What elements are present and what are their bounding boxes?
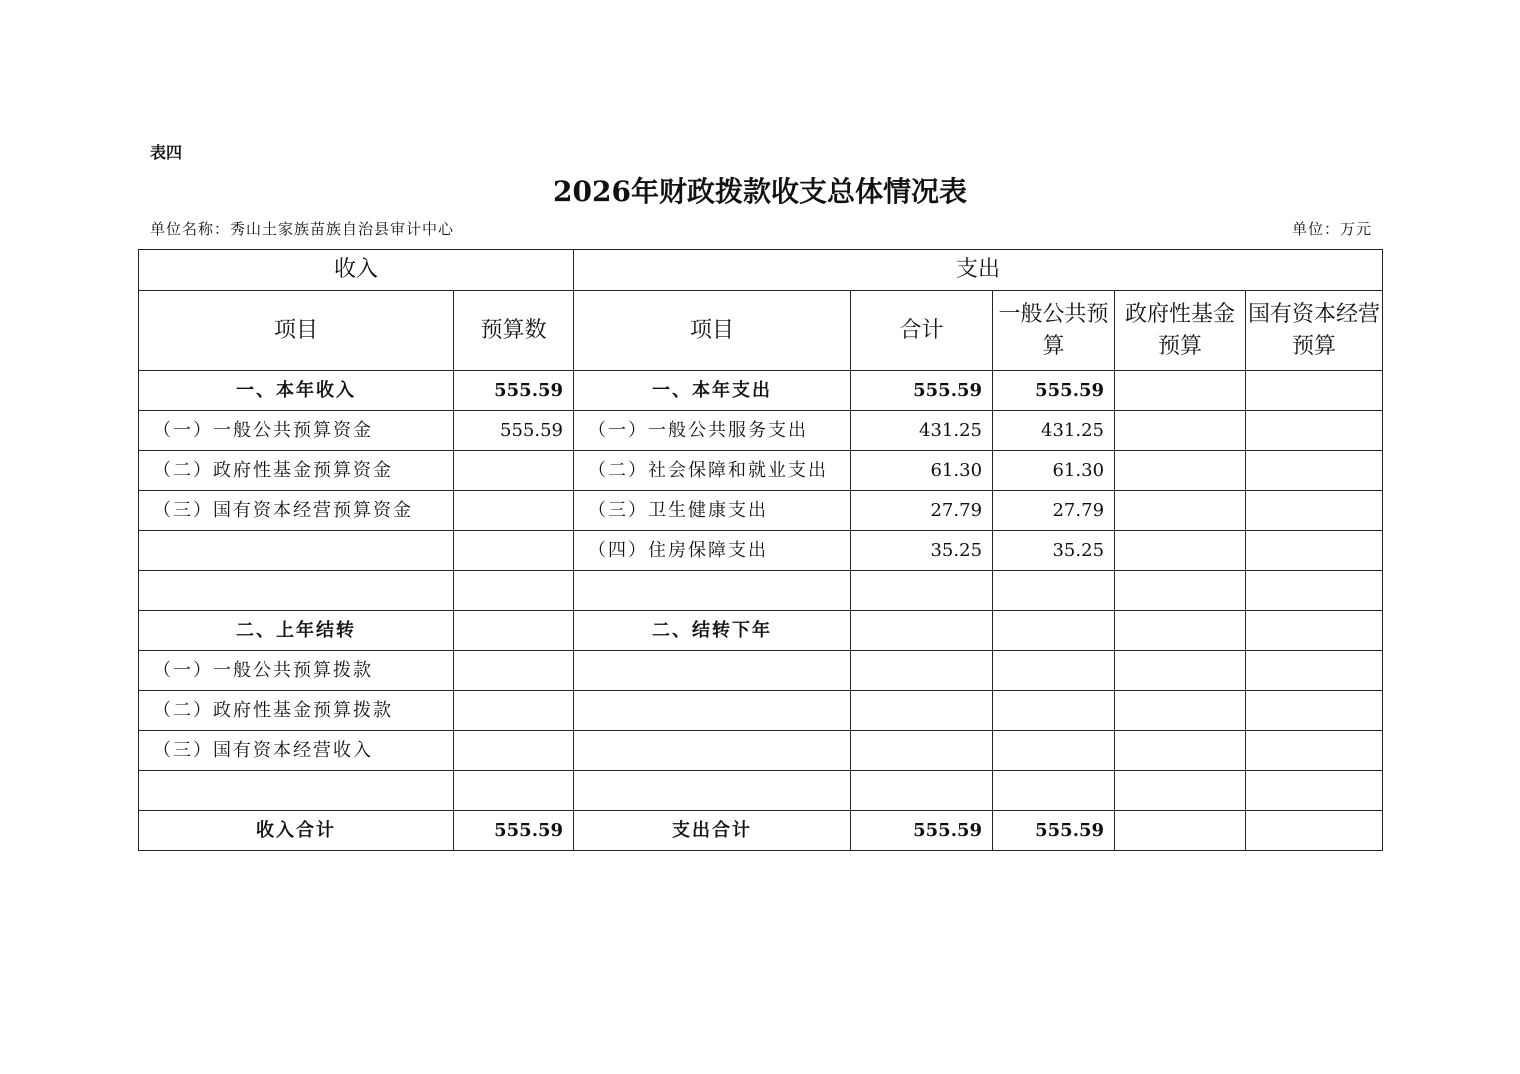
total-cell xyxy=(851,611,993,651)
expense-item-cell: 支出合计 xyxy=(574,811,851,851)
state-capital-cell xyxy=(1246,571,1383,611)
table-row xyxy=(139,611,1383,651)
gov-fund-cell xyxy=(1115,411,1246,451)
state-capital-cell xyxy=(1246,611,1383,651)
income-item-cell xyxy=(139,771,454,811)
gov-fund-cell xyxy=(1115,531,1246,571)
table-row xyxy=(139,491,1383,531)
income-section-header: 收入 xyxy=(139,250,574,291)
total-cell: 431.25 xyxy=(851,411,993,451)
column-header-total: 合计 xyxy=(851,291,993,371)
page-title: 2026年财政拨款收支总体情况表 xyxy=(553,175,967,208)
gov-fund-cell xyxy=(1115,731,1246,771)
income-value-cell xyxy=(454,531,574,571)
expense-item-cell: 二、结转下年 xyxy=(574,611,851,651)
state-capital-cell xyxy=(1246,531,1383,571)
table-row xyxy=(139,771,1383,811)
income-value-cell xyxy=(454,691,574,731)
state-capital-cell xyxy=(1246,371,1383,411)
income-item-cell: （一）一般公共预算资金 xyxy=(139,411,454,451)
total-cell: 61.30 xyxy=(851,451,993,491)
general-budget-cell xyxy=(993,771,1115,811)
income-value-cell: 555.59 xyxy=(454,411,574,451)
table-row xyxy=(139,651,1383,691)
state-capital-cell xyxy=(1246,691,1383,731)
income-item-cell: （三）国有资本经营预算资金 xyxy=(139,491,454,531)
expense-item-cell xyxy=(574,691,851,731)
table-row xyxy=(139,531,1383,571)
gov-fund-cell xyxy=(1115,811,1246,851)
state-capital-cell xyxy=(1246,731,1383,771)
general-budget-cell: 61.30 xyxy=(993,451,1115,491)
table-row xyxy=(139,731,1383,771)
income-value-cell xyxy=(454,651,574,691)
income-item-cell xyxy=(139,531,454,571)
income-value-cell: 555.59 xyxy=(454,371,574,411)
general-budget-cell xyxy=(993,731,1115,771)
table-row xyxy=(139,691,1383,731)
total-cell: 35.25 xyxy=(851,531,993,571)
table-number: 表四 xyxy=(150,143,183,162)
gov-fund-cell xyxy=(1115,691,1246,731)
total-cell: 555.59 xyxy=(851,811,993,851)
income-item-cell: （三）国有资本经营收入 xyxy=(139,731,454,771)
table-row xyxy=(139,451,1383,491)
state-capital-cell xyxy=(1246,651,1383,691)
column-header-income-budget: 预算数 xyxy=(454,291,574,371)
income-item-cell xyxy=(139,571,454,611)
column-header-expense-item: 项目 xyxy=(574,291,851,371)
income-item-cell: （一）一般公共预算拨款 xyxy=(139,651,454,691)
general-budget-cell: 35.25 xyxy=(993,531,1115,571)
column-header-income-item: 项目 xyxy=(139,291,454,371)
gov-fund-cell xyxy=(1115,571,1246,611)
income-value-cell xyxy=(454,611,574,651)
gov-fund-cell xyxy=(1115,651,1246,691)
table-body xyxy=(139,371,1383,851)
general-budget-cell: 27.79 xyxy=(993,491,1115,531)
general-budget-cell xyxy=(993,611,1115,651)
column-header-row xyxy=(139,291,1383,371)
state-capital-cell xyxy=(1246,811,1383,851)
general-budget-cell xyxy=(993,691,1115,731)
unit-name: 单位名称：秀山土家族苗族自治县审计中心 xyxy=(150,220,455,238)
expense-item-cell: 一、本年支出 xyxy=(574,371,851,411)
gov-fund-cell xyxy=(1115,491,1246,531)
general-budget-cell: 555.59 xyxy=(993,371,1115,411)
income-item-cell: 二、上年结转 xyxy=(139,611,454,651)
total-cell xyxy=(851,571,993,611)
expense-section-header: 支出 xyxy=(574,250,1383,291)
column-header-general-budget: 一般公共预算 xyxy=(993,291,1115,371)
general-budget-cell: 555.59 xyxy=(993,811,1115,851)
income-item-cell: （二）政府性基金预算拨款 xyxy=(139,691,454,731)
expense-item-cell: （四）住房保障支出 xyxy=(574,531,851,571)
gov-fund-cell xyxy=(1115,451,1246,491)
general-budget-cell xyxy=(993,571,1115,611)
income-value-cell xyxy=(454,451,574,491)
income-value-cell: 555.59 xyxy=(454,811,574,851)
total-cell xyxy=(851,651,993,691)
expense-item-cell xyxy=(574,571,851,611)
total-cell xyxy=(851,731,993,771)
gov-fund-cell xyxy=(1115,611,1246,651)
income-item-cell: 一、本年收入 xyxy=(139,371,454,411)
income-item-cell: 收入合计 xyxy=(139,811,454,851)
expense-item-cell xyxy=(574,651,851,691)
table-row xyxy=(139,571,1383,611)
column-header-state-capital-budget: 国有资本经营预算 xyxy=(1246,291,1383,371)
state-capital-cell xyxy=(1246,451,1383,491)
income-value-cell xyxy=(454,771,574,811)
expense-item-cell: （一）一般公共服务支出 xyxy=(574,411,851,451)
general-budget-cell xyxy=(993,651,1115,691)
table-row xyxy=(139,371,1383,411)
income-value-cell xyxy=(454,571,574,611)
expense-item-cell xyxy=(574,731,851,771)
total-cell xyxy=(851,771,993,811)
total-cell: 555.59 xyxy=(851,371,993,411)
state-capital-cell xyxy=(1246,491,1383,531)
income-value-cell xyxy=(454,491,574,531)
budget-table xyxy=(138,249,1383,851)
section-header-row xyxy=(139,250,1383,291)
total-cell xyxy=(851,691,993,731)
gov-fund-cell xyxy=(1115,771,1246,811)
column-header-gov-fund-budget: 政府性基金预算 xyxy=(1115,291,1246,371)
income-item-cell: （二）政府性基金预算资金 xyxy=(139,451,454,491)
currency-unit: 单位：万元 xyxy=(1291,220,1372,238)
gov-fund-cell xyxy=(1115,371,1246,411)
state-capital-cell xyxy=(1246,771,1383,811)
expense-item-cell: （三）卫生健康支出 xyxy=(574,491,851,531)
income-value-cell xyxy=(454,731,574,771)
expense-item-cell: （二）社会保障和就业支出 xyxy=(574,451,851,491)
general-budget-cell: 431.25 xyxy=(993,411,1115,451)
state-capital-cell xyxy=(1246,411,1383,451)
table-row xyxy=(139,411,1383,451)
expense-item-cell xyxy=(574,771,851,811)
total-cell: 27.79 xyxy=(851,491,993,531)
table-row xyxy=(139,811,1383,851)
